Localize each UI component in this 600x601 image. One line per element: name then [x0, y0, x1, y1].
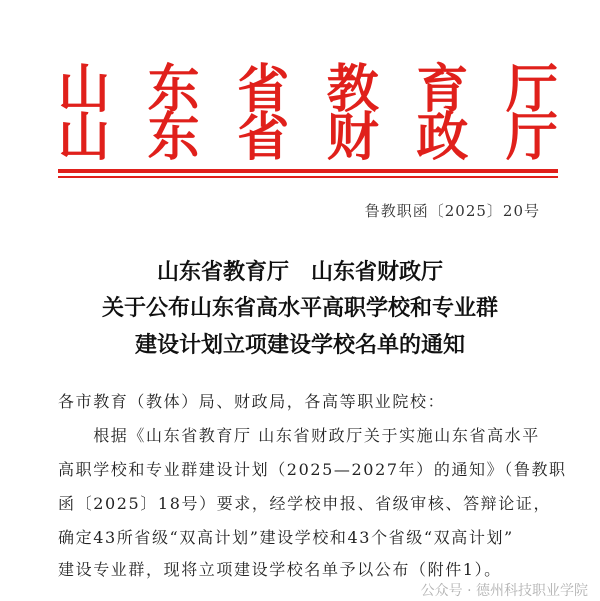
body-line: 函〔2025〕18号）要求，经学校申报、省级审核、答辩论证，	[58, 494, 552, 513]
header-char: 山	[58, 59, 111, 120]
header-char: 东	[147, 107, 200, 168]
red-divider-thick	[58, 169, 558, 173]
body-line: 高职学校和专业群建设计划（2025—2027年）的通知》（鲁教职	[58, 460, 567, 479]
title-line-3: 建设计划立项建设学校名单的通知	[134, 332, 465, 358]
header-char: 东	[147, 59, 200, 120]
header-char: 山	[58, 107, 111, 168]
salutation: 各市教育（教体）局、财政局，各高等职业院校：	[58, 392, 446, 411]
body-line: 建设专业群，现将立项建设学校名单予以公布（附件1）。	[58, 560, 502, 579]
header-char: 政	[416, 107, 469, 168]
title-line-2: 关于公布山东省高水平高职学校和专业群	[101, 295, 498, 321]
red-divider-thin	[58, 176, 558, 178]
header-char: 厅	[505, 107, 558, 168]
issuer-header-finance	[58, 107, 558, 168]
header-char: 教	[326, 59, 379, 120]
document-number: 鲁教职函〔2025〕20号	[364, 202, 540, 220]
watermark: 公众号 · 德州科技职业学院	[420, 583, 588, 599]
header-char: 财	[326, 107, 379, 168]
header-char: 省	[237, 107, 290, 168]
title-line-1: 山东省教育厅 山东省财政厅	[156, 259, 443, 285]
header-char: 厅	[505, 59, 558, 120]
body-line: 根据《山东省教育厅 山东省财政厅关于实施山东省高水平	[58, 426, 540, 445]
header-char: 育	[416, 59, 469, 120]
body-line: 确定43所省级“双高计划”建设学校和43个省级“双高计划”	[58, 528, 514, 547]
header-char: 省	[237, 59, 290, 120]
